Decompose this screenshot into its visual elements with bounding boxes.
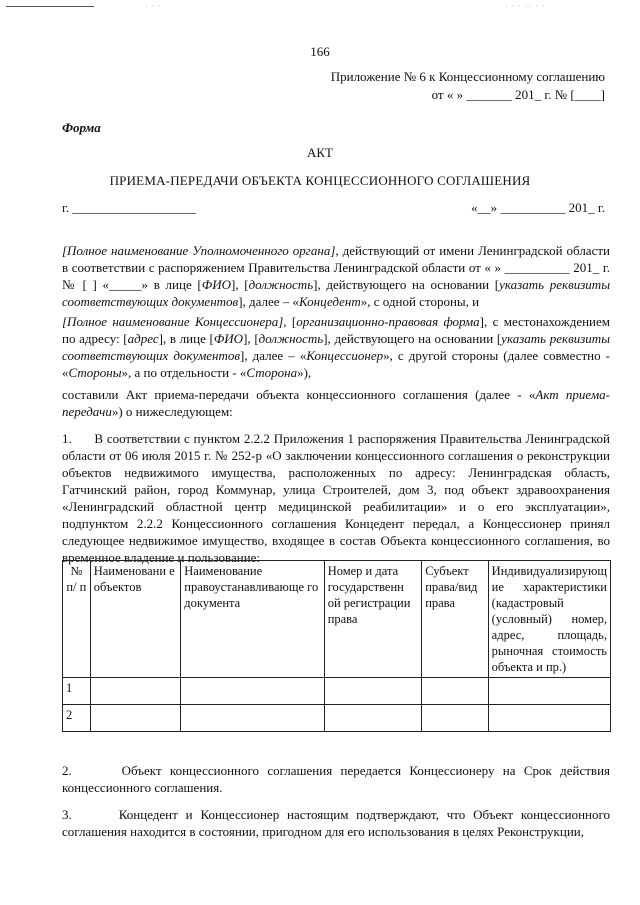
header-cell-registration: Номер и дата государственн ой регистрации права: [324, 561, 422, 678]
table-cell: [181, 705, 324, 732]
header-cell-right-subject: Субъект права/вид права: [422, 561, 488, 678]
form-label: Форма: [62, 120, 101, 135]
objects-table: [62, 560, 611, 732]
table-row: [63, 705, 611, 732]
appendix-line-2: от « » _______ 201_ г. № [____]: [431, 87, 605, 102]
table-cell: [90, 705, 181, 732]
page-number: 166: [310, 44, 330, 59]
document-title: АКТ: [307, 145, 333, 160]
header-cell-object-name: Наименовани е объектов: [90, 561, 181, 678]
table-cell: [324, 705, 422, 732]
table-cell: [422, 705, 488, 732]
document-subtitle: ПРИЕМА-ПЕРЕДАЧИ ОБЪЕКТА КОНЦЕССИОННОГО СОГЛАШЕНИЯ: [109, 173, 531, 188]
table-cell: 1: [63, 678, 91, 705]
clause-1: 1. В соответствии с пунктом 2.2.2 Приложения 1 распоряжения Правительства Ленинградской области от 06 июля 2015 г. № 252-р «О заключении концессионного соглашения о реконструкции объектов недвижимого имущества, расположенных по адресу: Ленинградская область, Гатчинский район, город Коммунар, улица Строителей, дом 3, под объект здравоохранения «Ленинградский областной центр медицинской реабилитации» и о его эксплуатации», подпунктом 2.2.2 Концессионного соглашения Концедент передал, а Концессионер принял следующее недвижимое имущество, входящее в состав Объекта концессионного соглашения, во временное владение и пользование:: [62, 431, 614, 565]
appendix-reference: [331, 68, 605, 104]
header-cell-number: № п/ п: [63, 561, 91, 678]
paragraph-preamble: составили Акт приема-передачи объекта концессионного соглашения (далее - «Акт приема-передачи») о нижеследующем:: [62, 387, 610, 419]
table-cell: [90, 678, 181, 705]
scan-artifact-line: [6, 6, 94, 7]
table-cell: [488, 705, 610, 732]
city-field: г. ___________________: [62, 200, 196, 215]
paragraph-concessionaire: [Полное наименование Концессионера], [организационно-правовая форма], с местонахождением по адресу: [адрес], в лице [ФИО], [должность], действующего на основании [указать реквизиты соответствующих документов], далее – «Концессионер», с другой стороны (далее совместно - «Стороны», а по отдельности - «Сторона»),: [62, 314, 611, 380]
table-cell: [488, 678, 610, 705]
table-cell: [422, 678, 488, 705]
date-field: «__» __________ 201_ г.: [471, 200, 605, 215]
header-cell-characteristics: Индивидуализирующ ие характеристики (кадастровый (условный) номер, адрес, площадь, рыночная стоимость объекта и пр.): [488, 561, 610, 678]
header-cell-title-document: Наименование правоустанавливающе го документа: [181, 561, 324, 678]
clause-2: 2. Объект концессионного соглашения передается Концессионеру на Срок действия концессионного соглашения.: [62, 763, 614, 795]
scan-artifact-dots: · · ·: [145, 2, 162, 11]
table-cell: 2: [63, 705, 91, 732]
table-header-row: [63, 561, 611, 678]
table-cell: [324, 678, 422, 705]
table-cell: [181, 678, 324, 705]
scan-artifact-dots: · · · ·· · ·: [505, 2, 546, 11]
table-row: [63, 678, 611, 705]
appendix-line-1: Приложение № 6 к Концессионному соглашению: [330, 69, 605, 84]
paragraph-grantor: [Полное наименование Уполномоченного органа], действующий от имени Ленинградской области в соответствии с распоряжением Правительства Ленинградской области от « » __________ 201_ г. № [ ] «_____» в лице [ФИО], [должность], действующего на основании [указать реквизиты соответствующих документов], далее – «Концедент», с одной стороны, и: [62, 243, 611, 309]
clause-3: 3. Концедент и Концессионер настоящим подтверждают, что Объект концессионного соглашения находится в состоянии, пригодном для его использования в целях Реконструкции,: [62, 807, 614, 839]
